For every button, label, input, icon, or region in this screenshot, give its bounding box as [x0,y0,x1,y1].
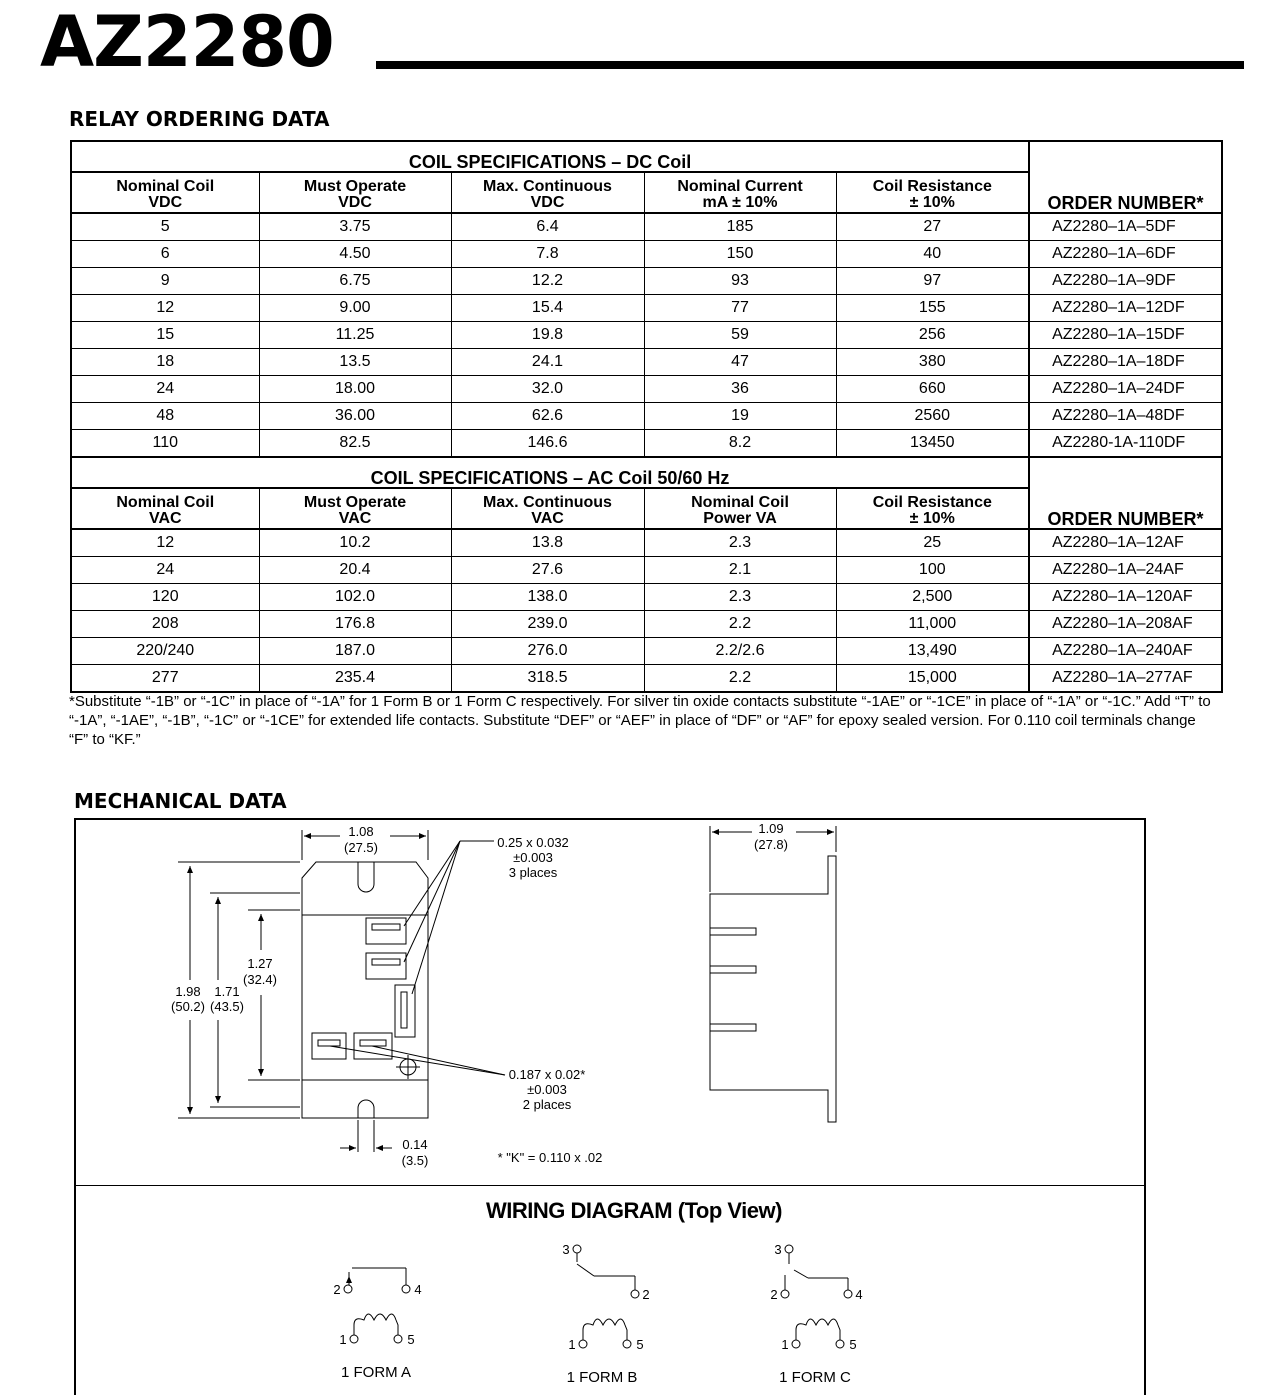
table-cell: 18 [71,349,259,376]
ac-caption: COIL SPECIFICATIONS – AC Coil 50/60 Hz [71,457,1029,488]
table-cell: 18.00 [259,376,451,403]
order-number-cell: AZ2280–1A–240AF [1029,638,1222,665]
table-cell: 32.0 [451,376,644,403]
side-mm-label: (27.8) [754,837,788,852]
table-cell: 277 [71,665,259,693]
column-header-line: Nominal Coil [691,494,789,511]
table-cell: 15 [71,322,259,349]
table-cell: 24.1 [451,349,644,376]
table-cell: 102.0 [259,584,451,611]
wiring-form-c [781,1245,852,1348]
table-cell: 62.6 [451,403,644,430]
table-cell: 6 [71,241,259,268]
form-b-pin: 5 [636,1337,644,1352]
table-cell: 10.2 [259,529,451,557]
table-cell: 59 [644,322,836,349]
order-number-cell: AZ2280–1A–5DF [1029,213,1222,241]
order-number-cell: AZ2280–1A–12DF [1029,295,1222,322]
form-a-pin: 2 [333,1282,341,1297]
column-header-unit: VAC [338,510,372,527]
form-a-pin: 5 [407,1332,415,1347]
table-cell: 13.8 [451,529,644,557]
table-cell: 77 [644,295,836,322]
table-cell: 12.2 [451,268,644,295]
table-cell: 100 [836,557,1029,584]
order-number-cell: AZ2280–1A–48DF [1029,403,1222,430]
table-cell: 2,500 [836,584,1029,611]
dimension-lines [178,826,836,1152]
height-inch-label: 1.98 [175,984,201,999]
table-cell: 20.4 [259,557,451,584]
table-cell: 12 [71,529,259,557]
table-cell: 27.6 [451,557,644,584]
table-cell: 97 [836,268,1029,295]
relay-side-view [710,856,836,1122]
table-cell: 8.2 [644,430,836,458]
table-cell: 6.4 [451,213,644,241]
table-cell: 4.50 [259,241,451,268]
ordering-footnote: *Substitute “-1B” or “-1C” in place of “-1A” for 1 Form B or 1 Form C respectively. For silver tin oxide contacts substitute “-1AE” or “-1CE” in place of “-1A” or “-1C.” Add “T” to “-1A”, “-1AE”, “-1B”, “-1C” or “-1CE” for extended life contacts. Substitute “DEF” or “AEF” in place of “DF” or “AF” for epoxy sealed version. For 0.110 coil terminals change “F” to “KF.” [69,693,1211,748]
wiring-diagram-title: WIRING DIAGRAM (Top View) [486,1198,782,1223]
column-header-unit: VAC [148,510,182,527]
table-cell: 185 [644,213,836,241]
form-a-pin: 1 [339,1332,347,1347]
column-header-unit: VDC [148,194,183,211]
form-c-pin: 1 [781,1337,789,1352]
table-cell: 2.1 [644,557,836,584]
column-header-line: Max. Continuous [483,178,612,195]
table-cell: 15.4 [451,295,644,322]
column-header-unit: Power VA [703,510,777,527]
column-header-line: Max. Continuous [483,494,612,511]
table-cell: 9 [71,268,259,295]
form-c-pin: 3 [774,1242,782,1257]
table-cell: 150 [644,241,836,268]
terminal-large-callout-3: 3 places [508,865,558,880]
form-c-pin: 4 [855,1287,863,1302]
order-number-cell: AZ2280–1A–15DF [1029,322,1222,349]
column-header-line: Coil Resistance [872,494,992,511]
table-cell: 176.8 [259,611,451,638]
table-cell: 208 [71,611,259,638]
height-mm-label: (50.2) [171,999,205,1014]
table-cell: 146.6 [451,430,644,458]
table-cell: 155 [836,295,1029,322]
form-a-pin: 4 [414,1282,422,1297]
table-cell: 2560 [836,403,1029,430]
form-c-label: 1 FORM C [779,1369,851,1382]
table-cell: 256 [836,322,1029,349]
table-cell: 138.0 [451,584,644,611]
terminal-small-callout-3: 2 places [522,1097,572,1112]
order-number-cell: AZ2280–1A–24AF [1029,557,1222,584]
wiring-form-b [573,1245,639,1348]
order-number-cell: AZ2280-1A-110DF [1029,430,1222,458]
form-b-label: 1 FORM B [566,1369,638,1382]
column-header-line: Nominal Coil [116,494,215,511]
width-inch-label: 1.08 [348,824,374,839]
order-number-cell: AZ2280–1A–120AF [1029,584,1222,611]
table-cell: 36.00 [259,403,451,430]
table-cell: 19 [644,403,836,430]
dc-order-number-header: ORDER NUMBER* [1029,141,1222,213]
table-cell: 318.5 [451,665,644,693]
table-cell: 235.4 [259,665,451,693]
mechanical-heading: MECHANICAL DATA [74,789,287,813]
table-cell: 2.2 [644,611,836,638]
mid-height-mm-label: (32.4) [243,972,277,987]
column-header-unit: VAC [531,510,564,527]
column-header-unit: ± 10% [909,194,955,211]
order-number-cell: AZ2280–1A–208AF [1029,611,1222,638]
side-inch-label: 1.09 [758,821,784,836]
table-cell: 120 [71,584,259,611]
document-title: AZ2280 [40,1,334,83]
column-header-line: Must Operate [303,494,407,511]
width-mm-label: (27.5) [344,840,378,855]
table-cell: 2.2 [644,665,836,693]
table-cell: 6.75 [259,268,451,295]
table-cell: 13.5 [259,349,451,376]
wiring-form-a [344,1268,410,1343]
column-header-unit: ± 10% [909,510,955,527]
relay-top-view [302,862,428,1118]
table-cell: 48 [71,403,259,430]
table-cell: 93 [644,268,836,295]
order-number-cell: AZ2280–1A–277AF [1029,665,1222,693]
table-cell: 40 [836,241,1029,268]
table-cell: 12 [71,295,259,322]
table-cell: 380 [836,349,1029,376]
form-b-pin: 3 [562,1242,570,1257]
wiring-pin-labels [333,1242,862,1382]
table-cell: 27 [836,213,1029,241]
column-header-line: Nominal Coil [116,178,215,195]
dimension-labels [171,821,788,1168]
table-cell: 13,490 [836,638,1029,665]
table-cell: 660 [836,376,1029,403]
table-cell: 11,000 [836,611,1029,638]
column-header-line: Coil Resistance [872,178,992,195]
table-cell: 24 [71,557,259,584]
table-cell: 15,000 [836,665,1029,693]
form-c-pin: 2 [770,1287,778,1302]
form-c-pin: 5 [849,1337,857,1352]
terminal-large-callout-2: ±0.003 [513,850,553,865]
terminal-large-callout-1: 0.25 x 0.032 [497,835,569,850]
table-cell: 187.0 [259,638,451,665]
column-header-unit: VDC [530,194,565,211]
table-cell: 25 [836,529,1029,557]
slot-inch-label: 0.14 [402,1137,428,1152]
ac-order-number-header: ORDER NUMBER* [1029,457,1222,529]
table-cell: 5 [71,213,259,241]
table-cell: 110 [71,430,259,458]
table-cell: 7.8 [451,241,644,268]
table-cell: 2.2/2.6 [644,638,836,665]
table-cell: 220/240 [71,638,259,665]
table-cell: 3.75 [259,213,451,241]
relay-ordering-heading: RELAY ORDERING DATA [69,107,330,131]
table-cell: 82.5 [259,430,451,458]
terminal-small-callout-2: ±0.003 [527,1082,567,1097]
column-header-line: Must Operate [303,178,407,195]
table-cell: 11.25 [259,322,451,349]
form-b-pin: 1 [568,1337,576,1352]
order-number-cell: AZ2280–1A–9DF [1029,268,1222,295]
form-b-pin: 2 [642,1287,650,1302]
table-cell: 9.00 [259,295,451,322]
table-cell: 239.0 [451,611,644,638]
k-terminal-note: * "K" = 0.110 x .02 [497,1150,603,1165]
dc-caption: COIL SPECIFICATIONS – DC Coil [71,141,1029,172]
order-number-cell: AZ2280–1A–12AF [1029,529,1222,557]
terminal-small-callout-1: 0.187 x 0.02* [508,1067,586,1082]
column-header-unit: VDC [338,194,372,211]
table-cell: 47 [644,349,836,376]
table-cell: 2.3 [644,529,836,557]
order-number-cell: AZ2280–1A–6DF [1029,241,1222,268]
inner-height-inch-label: 1.71 [214,984,240,999]
column-header-unit: mA ± 10% [702,194,778,211]
column-header-line: Nominal Current [677,178,803,195]
table-cell: 13450 [836,430,1029,458]
table-cell: 24 [71,376,259,403]
table-cell: 276.0 [451,638,644,665]
order-number-cell: AZ2280–1A–24DF [1029,376,1222,403]
table-cell: 36 [644,376,836,403]
mid-height-inch-label: 1.27 [247,956,273,971]
form-a-label: 1 FORM A [340,1364,412,1381]
table-cell: 19.8 [451,322,644,349]
slot-mm-label: (3.5) [401,1153,429,1168]
inner-height-mm-label: (43.5) [210,999,244,1014]
table-cell: 2.3 [644,584,836,611]
order-number-cell: AZ2280–1A–18DF [1029,349,1222,376]
